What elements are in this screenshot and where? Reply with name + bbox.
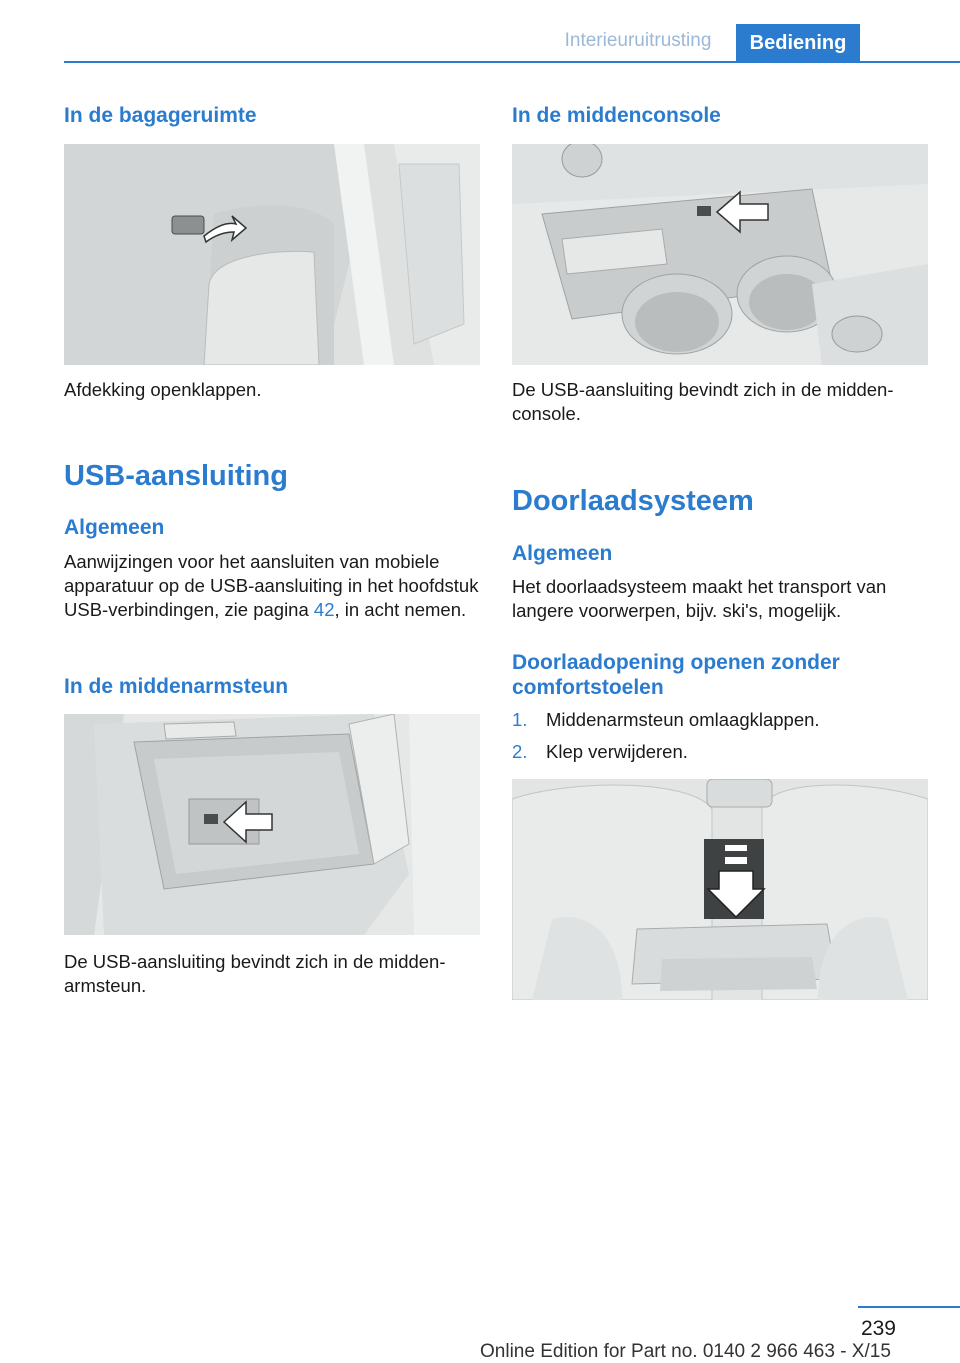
heading-line-1: Doorlaadopening openen zonder [512,651,840,674]
step-text: Middenarmsteun omlaagklappen. [546,709,820,730]
caption-middenarmsteun [64,950,480,998]
step-number: 1. [512,709,528,730]
caption-line-1: De USB-aansluiting bevindt zich in de midden- [512,379,894,400]
heading-usb-aansluiting: USB-aansluiting [64,460,288,492]
figure-middenarmsteun [64,714,480,935]
caption-line-2: armsteun. [64,975,147,996]
step-number: 2. [512,741,528,762]
paragraph-text-a: Aanwijzingen voor het aansluiten van mobiele apparatuur op de USB-aansluiting in het hoofdstuk USB-verbindingen, zie pagina [64,551,479,620]
edition-line: Online Edition for Part no. 0140 2 966 463 - X/15 [480,1341,891,1362]
header-section-title: Interieuruitrusting [564,30,712,51]
heading-doorlaadopening [512,650,840,700]
heading-bagageruimte: In de bagageruimte [64,104,257,127]
figure-middenconsole [512,144,928,365]
figure-bagageruimte [64,144,480,365]
page-number: 239 [860,1317,896,1340]
header-chapter-tab: Bediening [736,24,860,63]
heading-algemeen-doorlaad: Algemeen [512,542,613,565]
caption-line-1: De USB-aansluiting bevindt zich in de midden- [64,951,446,972]
caption-middenconsole [512,378,928,426]
page-link-42[interactable]: 42 [313,599,335,620]
paragraph-text-b: , in acht nemen. [334,599,467,620]
step-text: Klep verwijderen. [546,741,688,762]
paragraph-algemeen-usb [64,550,480,622]
heading-middenconsole: In de middenconsole [512,104,721,127]
caption-bagageruimte: Afdekking openklappen. [64,379,262,400]
paragraph-doorlaadsysteem: Het doorlaadsysteem maakt het transport van langere voorwerpen, bijv. ski's, mogelijk. [512,576,887,621]
figure-doorlaadopening [512,779,928,1000]
caption-line-2: console. [512,403,581,424]
heading-doorlaadsysteem: Doorlaadsysteem [512,485,754,517]
header-rule [64,61,960,63]
footer-rule [858,1306,960,1308]
heading-line-2: comfortstoelen [512,676,664,699]
heading-algemeen-usb: Algemeen [64,516,165,539]
heading-middenarmsteun: In de middenarmsteun [64,675,289,698]
